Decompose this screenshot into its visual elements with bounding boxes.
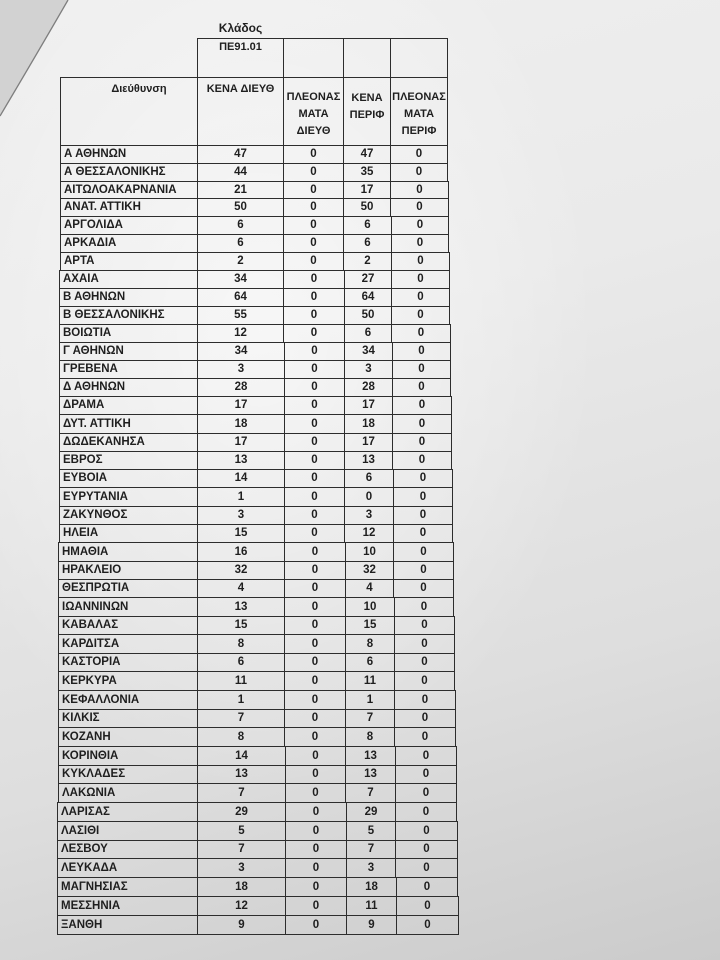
directorate-name-cell: ΚΟΖΑΝΗ <box>58 727 198 747</box>
surplus-region-cell: 0 <box>396 896 459 916</box>
surplus-region-cell: 0 <box>395 840 458 859</box>
surplus-directorate-cell: 0 <box>283 324 345 343</box>
table-row <box>58 542 454 562</box>
column-header-line: ΠΛΕΟΝΑΣ <box>392 91 446 103</box>
vacancies-region-cell: 13 <box>345 765 396 784</box>
column-header-line: ΠΕΡΙΦ <box>349 109 385 121</box>
vacancies-region-cell: 15 <box>345 616 395 635</box>
branch-code: ΠΕ91.01 <box>219 41 262 53</box>
table-row <box>58 653 455 672</box>
directorate-name-cell: Δ ΑΘΗΝΩΝ <box>59 378 198 397</box>
directorate-name-cell: ΞΑΝΘΗ <box>57 915 198 935</box>
directorate-name-cell: ΛΑΣΙΘΙ <box>57 821 198 841</box>
vacancies-directorate-cell: 14 <box>197 746 286 766</box>
surplus-region-cell: 0 <box>394 690 456 710</box>
directorate-name-cell: ΖΑΚΥΝΘΟΣ <box>59 506 198 525</box>
vacancies-directorate-cell: 16 <box>197 542 285 562</box>
directorate-name-cell: ΚΕΡΚΥΡΑ <box>58 671 198 691</box>
vacancies-region-cell: 50 <box>344 306 392 325</box>
vacancies-region-cell: 9 <box>346 915 397 935</box>
vacancies-directorate-cell: 13 <box>197 451 285 470</box>
surplus-region-cell: 0 <box>395 858 458 878</box>
surplus-region-cell: 0 <box>396 915 459 935</box>
table-row <box>60 181 449 199</box>
vacancies-directorate-cell: 44 <box>197 163 284 182</box>
surplus-region-cell: 0 <box>390 198 449 217</box>
directorate-name-cell: ΜΑΓΝΗΣΙΑΣ <box>57 877 198 897</box>
surplus-directorate-cell: 0 <box>284 342 345 361</box>
vacancies-directorate-cell: 8 <box>197 727 285 747</box>
vacancies-directorate-cell: 11 <box>197 671 285 691</box>
vacancies-directorate-cell: 6 <box>197 653 285 672</box>
vacancies-region-cell: 8 <box>345 727 395 747</box>
vacancies-region-cell: 28 <box>344 378 393 397</box>
directorate-name-cell: ΜΕΣΣΗΝΙΑ <box>57 896 198 916</box>
directorate-name-cell: ΚΑΒΑΛΑΣ <box>58 616 198 635</box>
directorate-name-cell: ΔΥΤ. ΑΤΤΙΚΗ <box>59 414 198 434</box>
vacancies-directorate-cell: 64 <box>197 288 284 307</box>
surplus-directorate-cell: 0 <box>283 252 344 271</box>
surplus-directorate-cell: 0 <box>284 360 345 379</box>
surplus-region-cell: 0 <box>395 783 457 803</box>
vacancies-region-cell: 0 <box>344 487 394 507</box>
column-header-line: ΚΕΝΑ <box>351 92 383 104</box>
surplus-region-cell: 0 <box>393 506 453 525</box>
directorate-name-cell: ΘΕΣΠΡΩΤΙΑ <box>58 579 198 598</box>
directorate-name-cell: ΒΟΙΩΤΙΑ <box>59 324 198 343</box>
directorate-name-cell: ΛΕΥΚΑΔΑ <box>57 858 198 878</box>
surplus-directorate-cell: 0 <box>285 821 347 841</box>
table-row <box>59 360 451 379</box>
surplus-directorate-cell: 0 <box>285 877 347 897</box>
surplus-region-cell: 0 <box>393 487 453 507</box>
directorate-name-cell: ΚΑΡΔΙΤΣΑ <box>58 634 198 654</box>
surplus-directorate-cell: 0 <box>285 915 347 935</box>
surplus-directorate-cell: 0 <box>285 783 346 803</box>
surplus-directorate-cell: 0 <box>283 145 344 164</box>
vacancies-directorate-cell: 34 <box>197 270 284 289</box>
column-header-line: ΠΕΡΙΦ <box>401 125 437 137</box>
vacancies-region-cell: 7 <box>346 840 396 859</box>
directorate-name-cell: ΑΡΓΟΛΙΔΑ <box>60 216 198 235</box>
vacancies-directorate-cell: 14 <box>197 469 285 488</box>
surplus-directorate-cell: 0 <box>284 396 345 415</box>
table-row <box>57 915 459 935</box>
table-row <box>58 690 456 710</box>
table-row <box>58 634 455 654</box>
table-row <box>59 306 450 325</box>
vacancies-directorate-cell: 4 <box>197 579 285 598</box>
column-header-line: ΔΙΕΥΘ <box>296 125 331 137</box>
vacancies-region-cell: 18 <box>344 414 393 434</box>
table-row <box>59 524 453 543</box>
vacancies-region-cell: 6 <box>343 234 392 253</box>
vacancies-region-cell: 11 <box>345 671 395 691</box>
surplus-directorate-cell: 0 <box>284 433 345 452</box>
vacancies-region-cell: 13 <box>345 746 396 766</box>
surplus-directorate-cell: 0 <box>284 709 346 728</box>
table-row <box>60 198 449 217</box>
directorate-name-cell: ΑΧΑΙΑ <box>59 270 198 289</box>
vacancies-region-cell: 6 <box>344 469 394 488</box>
table-row <box>58 709 456 728</box>
column-header-line: ΜΑΤΑ <box>298 108 329 120</box>
vacancies-region-cell: 3 <box>344 506 394 525</box>
table-row <box>59 414 452 434</box>
surplus-region-cell: 0 <box>391 234 449 253</box>
surplus-region-cell: 0 <box>393 561 454 580</box>
directorate-name-cell: ΙΩΑΝΝΙΝΩΝ <box>58 597 198 617</box>
surplus-directorate-cell: 0 <box>283 181 344 199</box>
vacancies-directorate-cell: 50 <box>197 198 284 217</box>
surplus-directorate-cell: 0 <box>285 765 346 784</box>
surplus-region-cell: 0 <box>390 181 449 199</box>
table-row <box>58 671 455 691</box>
surplus-region-cell: 0 <box>394 616 455 635</box>
vacancies-directorate-cell: 18 <box>197 414 285 434</box>
vacancies-region-cell: 10 <box>345 542 394 562</box>
vacancies-directorate-cell: 1 <box>197 690 285 710</box>
table-row <box>59 378 451 397</box>
vacancies-directorate-cell: 8 <box>197 634 285 654</box>
table-row <box>60 216 449 235</box>
surplus-directorate-cell: 0 <box>284 506 345 525</box>
surplus-region-cell: 0 <box>394 727 456 747</box>
vacancies-region-cell: 3 <box>346 858 396 878</box>
directorate-name-cell: ΛΑΚΩΝΙΑ <box>58 783 198 803</box>
table-row <box>58 561 454 580</box>
vacancies-region-cell: 47 <box>343 145 391 164</box>
surplus-region-cell: 0 <box>391 270 450 289</box>
column-header-line: ΚΕΝΑ ΔΙΕΥΘ <box>206 83 275 95</box>
vacancies-region-cell: 50 <box>343 198 391 217</box>
table-row <box>57 821 458 841</box>
vacancies-region-cell: 10 <box>345 597 395 617</box>
directorate-name-cell: ΔΡΑΜΑ <box>59 396 198 415</box>
surplus-directorate-cell: 0 <box>284 616 346 635</box>
surplus-region-cell: 0 <box>391 252 450 271</box>
vacancies-region-cell: 1 <box>345 690 395 710</box>
vacancies-region-cell: 5 <box>346 821 396 841</box>
branch-label: Κλάδος <box>218 21 263 35</box>
surplus-directorate-cell: 0 <box>283 270 345 289</box>
surplus-region-cell: 0 <box>395 746 457 766</box>
vacancies-region-cell: 3 <box>344 360 393 379</box>
directorate-name-cell: ΑΝΑΤ. ΑΤΤΙΚΗ <box>60 198 198 217</box>
table-row <box>57 802 457 822</box>
vacancies-directorate-cell: 28 <box>197 378 285 397</box>
surplus-directorate-cell: 0 <box>283 234 344 253</box>
vacancies-directorate-cell: 17 <box>197 396 285 415</box>
vacancies-directorate-cell: 6 <box>197 234 284 253</box>
directorate-name-cell: ΗΜΑΘΙΑ <box>58 542 198 562</box>
surplus-directorate-cell: 0 <box>285 802 347 822</box>
surplus-region-cell: 0 <box>394 634 455 654</box>
vacancies-directorate-cell: 12 <box>197 324 284 343</box>
surplus-region-cell: 0 <box>393 524 453 543</box>
column-header-label: Διεύθυνση <box>111 83 167 95</box>
table-row <box>58 746 457 766</box>
surplus-directorate-cell: 0 <box>283 198 344 217</box>
surplus-directorate-cell: 0 <box>283 306 345 325</box>
surplus-directorate-cell: 0 <box>284 451 345 470</box>
vacancies-region-cell: 12 <box>344 524 394 543</box>
surplus-directorate-cell: 0 <box>284 579 346 598</box>
table-row <box>59 342 451 361</box>
vacancies-directorate-cell: 55 <box>197 306 284 325</box>
vacancies-directorate-cell: 13 <box>197 597 285 617</box>
vacancies-region-cell: 29 <box>346 802 396 822</box>
table-row <box>59 469 453 488</box>
surplus-directorate-cell: 0 <box>283 163 344 182</box>
vacancies-directorate-cell: 1 <box>197 487 285 507</box>
table-row <box>57 896 459 916</box>
vacancies-region-cell: 6 <box>344 324 392 343</box>
directorate-name-cell: Α ΑΘΗΝΩΝ <box>60 145 198 164</box>
directorate-name-cell: ΚΑΣΤΟΡΙΑ <box>58 653 198 672</box>
table-row <box>60 252 450 271</box>
surplus-region-cell: 0 <box>394 597 454 617</box>
surplus-region-cell: 0 <box>396 877 458 897</box>
vacancies-region-cell: 4 <box>345 579 394 598</box>
vacancies-directorate-cell: 2 <box>197 252 284 271</box>
vacancies-region-cell: 17 <box>344 396 393 415</box>
surplus-region-cell: 0 <box>390 163 448 182</box>
column-header-line: ΠΛΕΟΝΑΣ <box>286 91 341 103</box>
surplus-directorate-cell: 0 <box>284 469 345 488</box>
table-row <box>59 288 450 307</box>
surplus-region-cell: 0 <box>393 469 453 488</box>
vacancies-directorate-cell: 32 <box>197 561 285 580</box>
surplus-region-cell: 0 <box>394 709 456 728</box>
directorate-name-cell: ΗΛΕΙΑ <box>59 524 198 543</box>
vacancies-directorate-cell: 12 <box>197 896 286 916</box>
vacancies-region-cell: 7 <box>345 709 395 728</box>
vacancies-region-cell: 34 <box>344 342 393 361</box>
surplus-directorate-cell: 0 <box>284 561 346 580</box>
surplus-region-cell: 0 <box>392 378 451 397</box>
vacancies-directorate-cell: 5 <box>197 821 286 841</box>
vacancies-directorate-cell: 9 <box>197 915 286 935</box>
vacancies-region-cell: 32 <box>345 561 394 580</box>
surplus-directorate-cell: 0 <box>284 653 346 672</box>
vacancies-directorate-cell: 3 <box>197 360 285 379</box>
vacancies-region-cell: 7 <box>345 783 396 803</box>
vacancies-directorate-cell: 7 <box>197 783 286 803</box>
directorate-name-cell: Γ ΑΘΗΝΩΝ <box>59 342 198 361</box>
directorate-name-cell: ΑΙΤΩΛΟΑΚΑΡΝΑΝΙΑ <box>60 181 198 199</box>
directorate-name-cell: ΚΟΡΙΝΘΙΑ <box>58 746 198 766</box>
surplus-directorate-cell: 0 <box>284 378 345 397</box>
vacancies-region-cell: 2 <box>343 252 392 271</box>
surplus-region-cell: 0 <box>394 653 455 672</box>
surplus-region-cell: 0 <box>391 324 451 343</box>
table-row <box>60 234 449 253</box>
vacancies-directorate-cell: 18 <box>197 877 286 897</box>
surplus-region-cell: 0 <box>391 216 449 235</box>
directorate-name-cell: ΕΥΒΟΙΑ <box>59 469 198 488</box>
directorate-name-cell: Α ΘΕΣΣΑΛΟΝΙΚΗΣ <box>60 163 198 182</box>
vacancies-region-cell: 6 <box>345 653 395 672</box>
surplus-region-cell: 0 <box>392 451 452 470</box>
vacancies-directorate-cell: 15 <box>197 524 285 543</box>
column-header-line: ΜΑΤΑ <box>403 108 435 120</box>
vacancies-directorate-cell: 15 <box>197 616 285 635</box>
surplus-directorate-cell: 0 <box>285 746 346 766</box>
surplus-region-cell: 0 <box>394 671 455 691</box>
vacancies-region-cell: 17 <box>343 181 391 199</box>
table-row <box>59 451 452 470</box>
surplus-region-cell: 0 <box>395 765 457 784</box>
vacancies-directorate-cell: 29 <box>197 802 286 822</box>
vacancies-directorate-cell: 13 <box>197 765 286 784</box>
table-row <box>59 433 452 452</box>
directorate-name-cell: ΛΑΡΙΣΑΣ <box>57 802 198 822</box>
directorate-name-cell: ΕΒΡΟΣ <box>59 451 198 470</box>
directorate-name-cell: ΚΙΛΚΙΣ <box>58 709 198 728</box>
vacancies-region-cell: 35 <box>343 163 391 182</box>
surplus-region-cell: 0 <box>395 802 457 822</box>
vacancies-region-cell: 11 <box>346 896 397 916</box>
surplus-region-cell: 0 <box>390 145 448 164</box>
vacancies-directorate-cell: 47 <box>197 145 284 164</box>
surplus-region-cell: 0 <box>393 579 454 598</box>
table-row <box>59 270 450 289</box>
vacancies-region-cell: 64 <box>344 288 392 307</box>
surplus-directorate-cell: 0 <box>283 216 344 235</box>
table-row <box>58 727 456 747</box>
directorate-name-cell: Β ΑΘΗΝΩΝ <box>59 288 198 307</box>
surplus-region-cell: 0 <box>395 821 458 841</box>
surplus-directorate-cell: 0 <box>283 288 345 307</box>
surplus-region-cell: 0 <box>392 360 451 379</box>
table-row <box>57 877 458 897</box>
table-row <box>57 858 458 878</box>
surplus-directorate-cell: 0 <box>284 727 346 747</box>
directorate-name-cell: ΗΡΑΚΛΕΙΟ <box>58 561 198 580</box>
vacancies-directorate-cell: 17 <box>197 433 285 452</box>
surplus-directorate-cell: 0 <box>284 487 345 507</box>
surplus-directorate-cell: 0 <box>284 542 346 562</box>
table-row <box>58 597 454 617</box>
surplus-region-cell: 0 <box>392 396 452 415</box>
vacancies-directorate-cell: 7 <box>197 840 286 859</box>
vacancies-directorate-cell: 3 <box>197 506 285 525</box>
surplus-region-cell: 0 <box>391 288 450 307</box>
vacancies-region-cell: 27 <box>344 270 392 289</box>
table-row <box>58 765 457 784</box>
vacancies-directorate-cell: 3 <box>197 858 286 878</box>
surplus-region-cell: 0 <box>392 342 451 361</box>
table-row <box>57 840 458 859</box>
vacancies-region-cell: 17 <box>344 433 393 452</box>
table-row <box>59 487 453 507</box>
vacancies-region-cell: 13 <box>344 451 393 470</box>
directorate-name-cell: ΚΥΚΛΑΔΕΣ <box>58 765 198 784</box>
vacancies-region-cell: 6 <box>343 216 392 235</box>
directorate-name-cell: ΑΡΚΑΔΙΑ <box>60 234 198 253</box>
surplus-directorate-cell: 0 <box>284 524 345 543</box>
directorate-name-cell: ΕΥΡΥΤΑΝΙΑ <box>59 487 198 507</box>
surplus-region-cell: 0 <box>392 414 452 434</box>
surplus-directorate-cell: 0 <box>284 634 346 654</box>
table-row <box>60 163 448 182</box>
surplus-directorate-cell: 0 <box>284 671 346 691</box>
surplus-region-cell: 0 <box>393 542 454 562</box>
surplus-directorate-cell: 0 <box>284 597 346 617</box>
surplus-directorate-cell: 0 <box>285 840 347 859</box>
surplus-region-cell: 0 <box>391 306 450 325</box>
surplus-directorate-cell: 0 <box>284 414 345 434</box>
directorate-name-cell: ΛΕΣΒΟΥ <box>57 840 198 859</box>
vacancies-region-cell: 18 <box>346 877 397 897</box>
surplus-region-cell: 0 <box>392 433 452 452</box>
surplus-directorate-cell: 0 <box>285 858 347 878</box>
vacancies-directorate-cell: 7 <box>197 709 285 728</box>
directorate-name-cell: ΔΩΔΕΚΑΝΗΣΑ <box>59 433 198 452</box>
table-row <box>59 324 451 343</box>
vacancies-directorate-cell: 21 <box>197 181 284 199</box>
table-row <box>60 145 448 164</box>
vacancies-directorate-cell: 6 <box>197 216 284 235</box>
directorate-name-cell: ΑΡΤΑ <box>60 252 198 271</box>
vacancies-region-cell: 8 <box>345 634 395 654</box>
vacancies-directorate-cell: 34 <box>197 342 285 361</box>
directorate-name-cell: ΚΕΦΑΛΛΟΝΙΑ <box>58 690 198 710</box>
directorate-name-cell: Β ΘΕΣΣΑΛΟΝΙΚΗΣ <box>59 306 198 325</box>
directorate-name-cell: ΓΡΕΒΕΝΑ <box>59 360 198 379</box>
surplus-directorate-cell: 0 <box>284 690 346 710</box>
table-row <box>59 506 453 525</box>
surplus-directorate-cell: 0 <box>285 896 347 916</box>
table-row <box>58 616 455 635</box>
table-row <box>59 396 452 415</box>
table-row <box>58 579 454 598</box>
table-row <box>58 783 457 803</box>
